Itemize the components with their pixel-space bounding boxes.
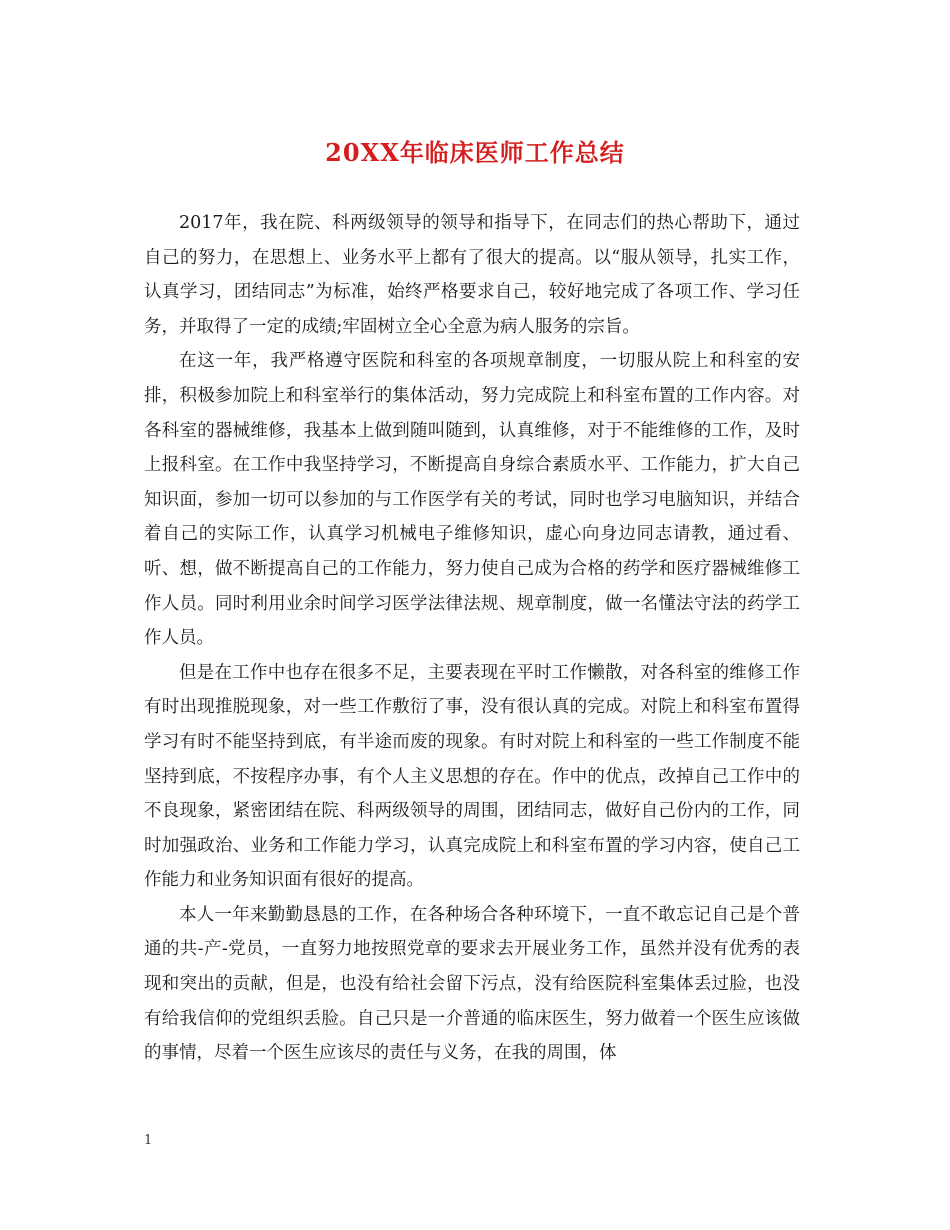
- document-body: [144, 206, 800, 1071]
- page-number: 1: [144, 1133, 153, 1148]
- page-title: 20XX年临床医师工作总结: [325, 138, 625, 167]
- paragraph-3: 但是在工作中也存在很多不足，主要表现在平时工作懒散，对各科室的维修工作有时出现推脱现象，对一些工作敷衍了事，没有很认真的完成。对院上和科室布置得学习有时不能坚持到底，有半途而废的现象。有时对院上和科室的一些工作制度不能坚持到底，不按程序办事，有个人主义思想的存在。作中的优点，改掉自己工作中的不良现象，紧密团结在院、科两级领导的周围，团结同志，做好自己份内的工作，同时加强政治、业务和工作能力学习，认真完成院上和科室布置的学习内容，使自己工作能力和业务知识面有很好的提高。: [144, 662, 800, 891]
- paragraph-1: 2017年，我在院、科两级领导的领导和指导下，在同志们的热心帮助下，通过自己的努力，在思想上、业务水平上都有了很大的提高。以“服从领导，扎实工作，认真学习，团结同志”为标准，始终严格要求自己，较好地完成了各项工作、学习任务，并取得了一定的成绩;牢固树立全心全意为病人服务的宗旨。: [144, 213, 800, 337]
- paragraph-2: 在这一年，我严格遵守医院和科室的各项规章制度，一切服从院上和科室的安排，积极参加院上和科室举行的集体活动，努力完成院上和科室布置的工作内容。对各科室的器械维修，我基本上做到随叫随到，认真维修，对于不能维修的工作，及时上报科室。在工作中我坚持学习，不断提高自身综合素质水平、工作能力，扩大自己知识面，参加一切可以参加的与工作医学有关的考试，同时也学习电脑知识，并结合着自己的实际工作，认真学习机械电子维修知识，虚心向身边同志请教，通过看、听、想，做不断提高自己的工作能力，努力使自己成为合格的药学和医疗器械维修工作人员。同时利用业余时间学习医学法律法规、规章制度，做一名懂法守法的药学工作人员。: [144, 351, 800, 649]
- paragraph-4: 本人一年来勤勤恳恳的工作，在各种场合各种环境下，一直不敢忘记自己是个普通的共-产-党员，一直努力地按照党章的要求去开展业务工作，虽然并没有优秀的表现和突出的贡献，但是，也没有给社会留下污点，没有给医院科室集体丢过脸，也没有给我信仰的党组织丢脸。自己只是一介普通的临床医生，努力做着一个医生应该做的事情，尽着一个医生应该尽的责任与义务，在我的周围，体: [144, 904, 800, 1064]
